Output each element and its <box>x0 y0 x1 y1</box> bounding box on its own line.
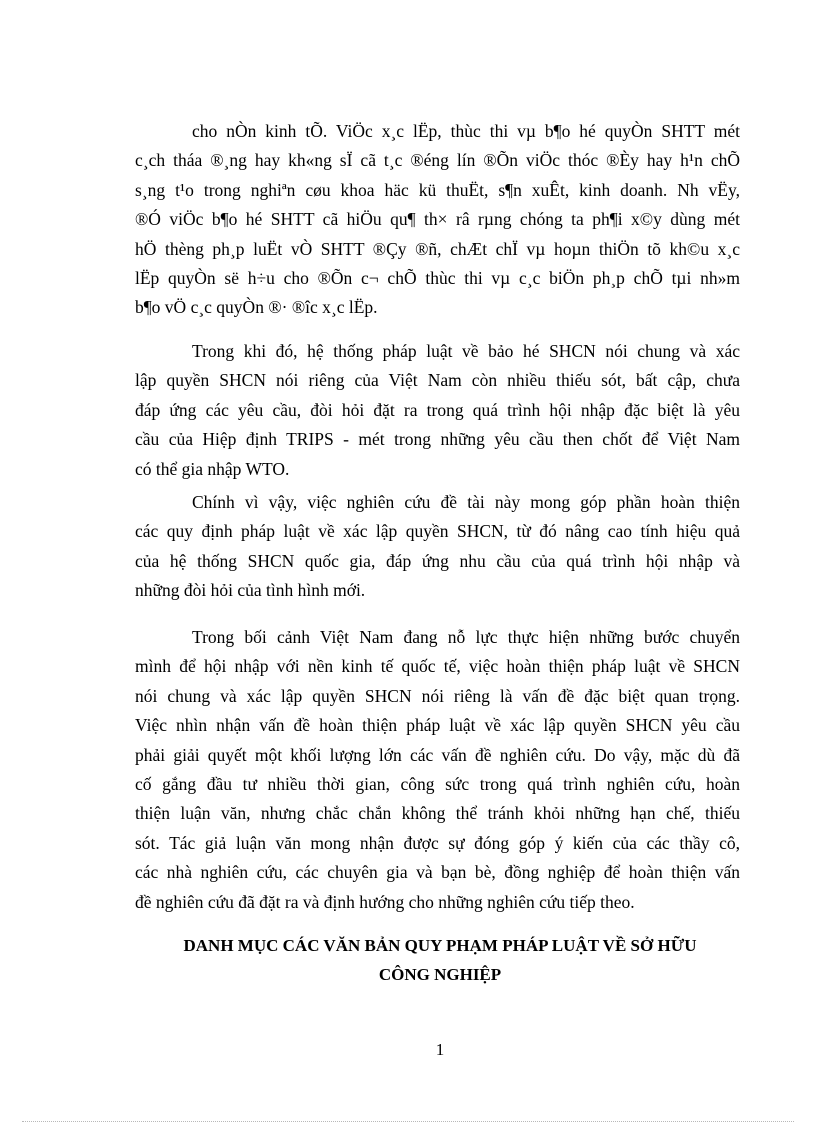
text-line: sót. Tác giả luận văn mong nhận được sự đóng góp ý kiến của các thầy cô, <box>135 832 740 853</box>
paragraph-legal-shortcomings <box>135 337 740 484</box>
text-line: những đòi hỏi của tình hình mới. <box>135 580 366 601</box>
text-line: cầu của Hiệp định TRIPS - mét trong những yêu cầu then chốt để Việt Nam <box>135 429 740 450</box>
text-line: đáp ứng các yêu cầu, đòi hỏi đặt ra trong quá trình hội nhập đặc biệt là yêu <box>135 399 740 420</box>
text-line: hÖ thèng ph¸p luËt vÒ SHTT ®Çy ®ñ, chÆt chÏ vµ hoµn thiÖn tõ kh©u x¸c <box>135 238 740 259</box>
paragraph-context-and-acknowledgement <box>135 623 740 917</box>
text-line: các nhà nghiên cứu, các chuyên gia và bạn bè, đồng nghiệp để hoàn thiện vấn <box>135 862 740 883</box>
text-line: đề nghiên cứu đã đặt ra và định hướng cho những nghiên cứu tiếp theo. <box>135 891 635 912</box>
text-line: c¸ch tháa ®¸ng hay kh«ng sÏ cã t¸c ®éng lín ®Õn viÖc thóc ®Èy hay h¹n chÕ <box>135 150 740 171</box>
text-line: mình để hội nhập với nền kinh tế quốc tế, việc hoàn thiện pháp luật về SHCN <box>135 656 740 677</box>
section-heading <box>120 931 760 989</box>
heading-line-2: CÔNG NGHIỆP <box>378 965 502 984</box>
text-line: Việc nhìn nhận vấn đề hoàn thiện pháp luật về xác lập quyền SHCN yêu cầu <box>135 715 740 736</box>
paragraph-ip-rights-importance <box>135 117 740 323</box>
text-line: ®Ó viÖc b¶o hé SHTT cã hiÖu qu¶ th× râ rµng chóng ta ph¶i x©y dùng mét <box>135 209 740 230</box>
text-line: Trong khi đó, hệ thống pháp luật về bảo hé SHCN nói chung và xác <box>192 341 740 361</box>
paragraph-research-purpose <box>135 488 740 606</box>
text-line: của hệ thống SHCN quốc gia, đáp ứng nhu cầu của quá trình hội nhập và <box>135 550 740 571</box>
text-line: lËp quyÒn së h÷u cho ®Õn c¬ chÕ thùc thi vµ c¸c biÖn ph¸p chÕ tµi nh»m <box>135 268 740 289</box>
text-line: cho nÒn kinh tÕ. ViÖc x¸c lËp, thùc thi vµ b¶o hé quyÒn SHTT mét <box>192 121 740 141</box>
page-number: 1 <box>435 1040 445 1059</box>
text-line: nói chung và xác lập quyền SHCN nói riêng là vấn đề đặc biệt quan trọng. <box>135 685 740 706</box>
text-line: Trong bối cảnh Việt Nam đang nỗ lực thực hiện những bước chuyển <box>192 627 740 647</box>
text-line: Chính vì vậy, việc nghiên cứu đề tài này mong góp phần hoàn thiện <box>192 492 740 512</box>
text-line: thiện luận văn, nhưng chắc chắn không thể tránh khỏi những hạn chế, thiếu <box>135 803 740 824</box>
text-line: s¸ng t¹o trong nghiªn cøu khoa häc kü thuËt, s¶n xuÊt, kinh doanh. Nh vËy, <box>135 179 740 200</box>
text-line: có thể gia nhập WTO. <box>135 458 290 479</box>
text-line: phải giải quyết một khối lượng lớn các vấn đề nghiên cứu. Do vậy, mặc dù đã <box>135 744 740 765</box>
page-bottom-divider <box>22 1121 794 1122</box>
heading-line-1: DANH MỤC CÁC VĂN BẢN QUY PHẠM PHÁP LUẬT VỀ SỞ HỮU <box>183 936 697 955</box>
text-line: lập quyền SHCN nói riêng của Việt Nam còn nhiều thiếu sót, bất cập, chưa <box>135 370 740 391</box>
text-line: cố gắng đầu tư nhiều thời gian, công sức trong quá trình nghiên cứu, hoàn <box>135 774 740 795</box>
text-line: b¶o vÖ c¸c quyÒn ®· ®îc x¸c lËp. <box>135 297 378 318</box>
text-line: các quy định pháp luật về xác lập quyền SHCN, từ đó nâng cao tính hiệu quả <box>135 521 740 542</box>
